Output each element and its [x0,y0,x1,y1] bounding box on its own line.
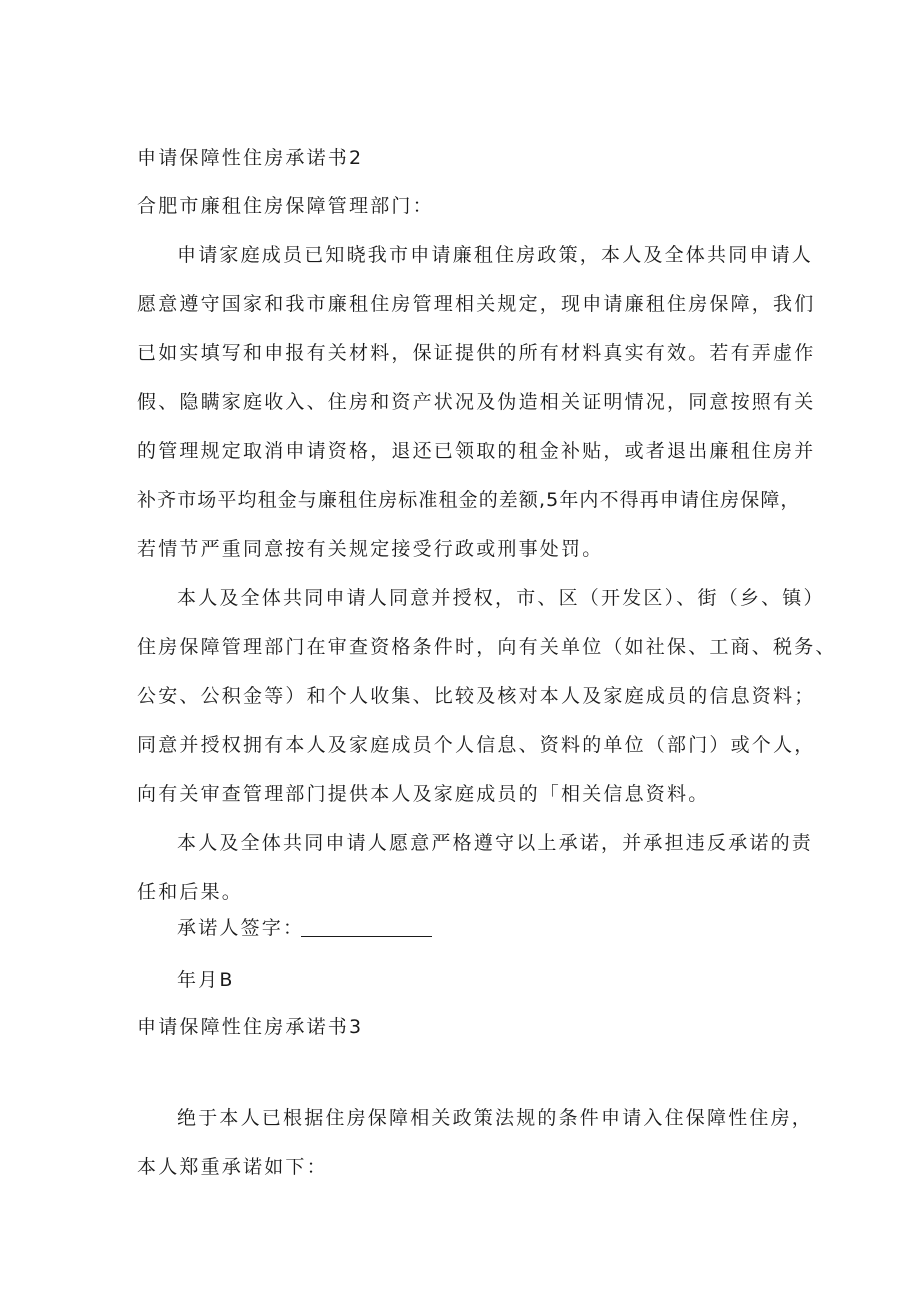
signature-line [301,936,432,937]
paragraph-line: 任和后果。 [137,881,244,903]
signature-label: 承诺人签字： [177,917,305,939]
paragraph-line: 同意并授权拥有本人及家庭成员个人信息、资料的单位（部门）或个人， [137,734,816,756]
paragraph-line: 本人及全体共同申请人愿意严格遵守以上承诺，并承担违反承诺的责 [177,832,814,854]
document-title-2: 申请保障性住房承诺书2 [137,147,364,169]
paragraph-line: 向有关审查管理部门提供本人及家庭成员的「相关信息资料。 [137,783,710,805]
paragraph-line: 申请家庭成员已知晓我市申请廉租住房政策，本人及全体共同申请人 [177,244,814,266]
paragraph-line: 愿意遵守国家和我市廉租住房管理相关规定，现申请廉租住房保障，我们 [137,293,816,315]
paragraph-line: 本人及全体共同申请人同意并授权，市、区（开发区）、街（乡、镇） [177,587,825,609]
paragraph-line: 本人郑重承诺如下： [137,1156,328,1178]
paragraph-line: 公安、公积金等）和个人收集、比较及核对本人及家庭成员的信息资料； [137,685,816,707]
paragraph-line: 的管理规定取消申请资格，退还已领取的租金补贴，或者退出廉租住房并 [137,440,816,462]
paragraph-line: 绝于本人已根据住房保障相关政策法规的条件申请入住保障性住房， [177,1107,814,1129]
addressee: 合肥市廉租住房保障管理部门： [137,195,434,217]
paragraph-line: 住房保障管理部门在审查资格条件时，向有关单位（如社保、工商、税务、 [137,636,837,658]
paragraph-line: 补齐市场平均租金与廉租住房标准租金的差额,5年内不得再申请住房保障， [137,489,801,511]
paragraph-line: 已如实填写和申报有关材料，保证提供的所有材料真实有效。若有弄虚作 [137,342,816,364]
document-title-3: 申请保障性住房承诺书3 [137,1016,364,1038]
date-line: 年月B [177,969,235,991]
paragraph-line: 假、隐瞒家庭收入、住房和资产状况及伪造相关证明情况，同意按照有关 [137,391,816,413]
paragraph-line: 若情节严重同意按有关规定接受行政或刑事处罚。 [137,538,604,560]
